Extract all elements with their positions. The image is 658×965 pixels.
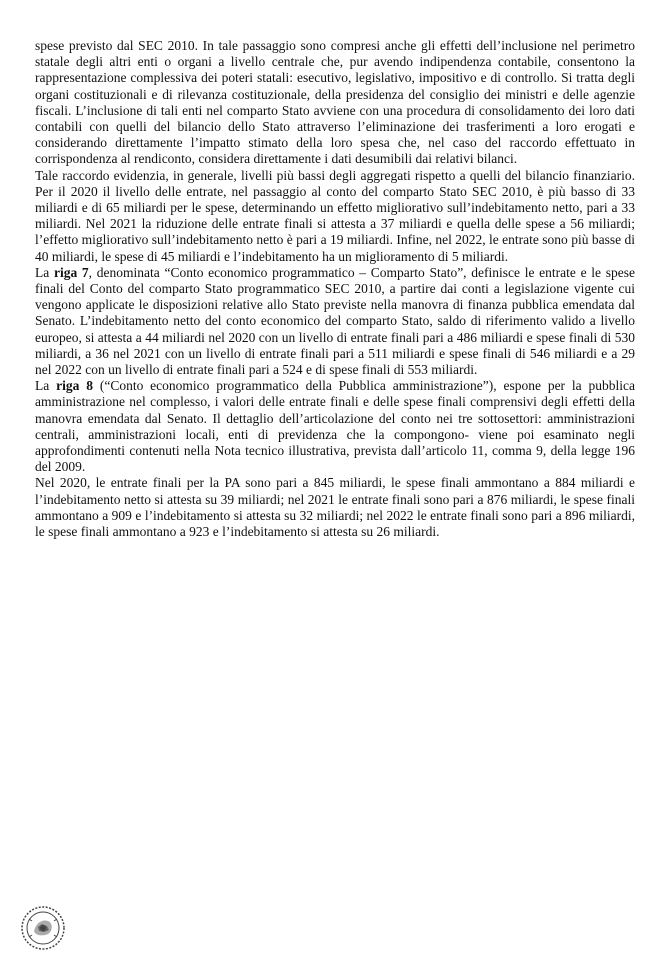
paragraph-4-lead: La <box>35 378 57 394</box>
official-seal-icon <box>20 905 66 951</box>
paragraph-3-lead: La <box>35 264 54 280</box>
paragraph-5 <box>35 475 635 540</box>
paragraph-3-text: , denominata “Conto economico programmatico – Comparto Stato”, definisce le entrate e le spese finali del Conto del comparto Stato programmatico SEC 2010, a partire dai conti a legislazione vigente cui vengono applicate le disposizioni relative allo Stato previste nella manovra di finanza pubblica emendata dal Senato. L’indebitamento netto del conto economico del comparto Stato, saldo di riferimento valido a livello europeo, si attesta a 44 miliardi nel 2020 con un livello di entrate finali pari a 486 miliardi e spese finali di 530 miliardi, a 36 nel 2021 con un livello di entrate finali pari a 511 miliardi e spese finali di 546 miliardi e a 29 nel 2022 con un livello di entrate finali pari a 524 e di spese finali di 553 miliardi. <box>35 264 635 378</box>
document-body <box>35 38 635 540</box>
paragraph-4-bold: riga 8 <box>56 378 93 394</box>
paragraph-1-text: spese previsto dal SEC 2010. In tale passaggio sono compresi anche gli effetti dell’inclusione nel perimetro statale degli altri enti o organi a livello centrale che, pur avendo indipendenza contabile, consentono la rappresentazione complessiva dei poteri statali: esecutivo, legislativo, impositivo e di controllo. Si tratta degli organi costituzionali e di rilevanza costituzionale, della presidenza del consiglio dei ministri e delle agenzie fiscali. L’inclusione di tali enti nel comparto Stato avviene con una procedura di consolidamento dei loro dati contabili con quelli del bilancio dello Stato attraverso l’eliminazione dei trasferimenti a loro erogati e considerando direttamente l’impatto stimato della loro spesa che, nel caso del raccordo effettuato in corrispondenza al rendiconto, considera direttamente i dati desumibili dai relativi bilanci. <box>35 38 635 167</box>
paragraph-4 <box>35 378 635 475</box>
paragraph-3-bold: riga 7 <box>53 264 89 280</box>
paragraph-5-text: Nel 2020, le entrate finali per la PA sono pari a 845 miliardi, le spese finali ammontano a 884 miliardi e l’indebitamento netto si attesta su 39 miliardi; nel 2021 le entrate finali sono pari a 876 miliardi, le spese finali ammontano a 909 e l’indebitamento si attesta su 32 miliardi; nel 2022 le entrate finali sono pari a 896 miliardi, le spese finali ammontano a 923 e l’indebitamento si attesta su 26 miliardi. <box>35 475 635 540</box>
paragraph-3 <box>35 265 635 378</box>
paragraph-1 <box>35 38 635 168</box>
paragraph-2 <box>35 168 635 265</box>
paragraph-4-text: (“Conto economico programmatico della Pubblica amministrazione”), espone per la pubblica amministrazione nel complesso, i valori delle entrate finali e delle spese finali comprensivi degli effetti della manovra emendata dal Senato. Il dettaglio dell’articolazione del conto nei tre sottosettori: amministrazioni centrali, amministrazioni locali, enti di previdenza che la compongono- viene poi esaminato negli approfondimenti contenuti nella Nota tecnico illustrativa, prevista dall’articolo 11, comma 9, della legge 196 del 2009. <box>35 378 635 475</box>
paragraph-2-text: Tale raccordo evidenzia, in generale, livelli più bassi degli aggregati rispetto a quelli del bilancio finanziario. Per il 2020 il livello delle entrate, nel passaggio al conto del comparto Stato SEC 2010, è più basso di 33 miliardi e di 65 miliardi per le spese, determinando un effetto migliorativo sull’indebitamento netto, pari a 33 miliardi. Nel 2021 la riduzione delle entrate finali si attesta a 37 miliardi e quella delle spese a 56 miliardi; l’effetto migliorativo sull’indebitamento netto è pari a 19 miliardi. Infine, nel 2022, le entrate sono più basse di 40 miliardi, le spese di 45 miliardi e l’indebitamento ha un miglioramento di 5 miliardi. <box>35 167 635 264</box>
